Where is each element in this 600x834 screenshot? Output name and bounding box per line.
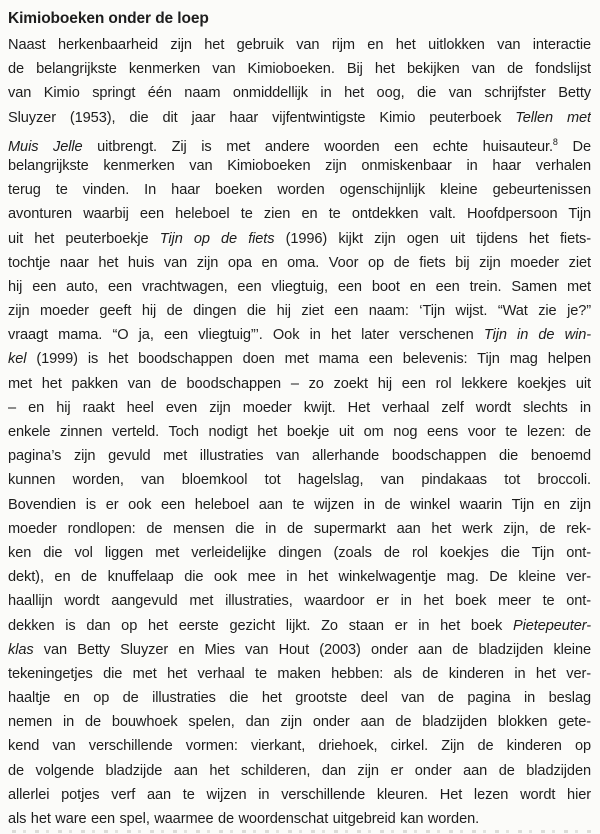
- text-line: de belangrijkste kenmerken van Kimioboeken. Bij het bekijken van de fondslijst: [8, 61, 591, 78]
- footnote-marker: 8: [552, 136, 558, 147]
- text-line: haaltje en op de illustraties die het grootste deel van de pagina in beslag: [8, 690, 591, 707]
- text-line: vraagt mama. “O ja, een vliegtuig”’. Ook in het later verschenen Tijn in de win-: [8, 327, 591, 344]
- text-line: tekeningetjes die met het verhaal te maken hebben: als de kinderen in het ver-: [8, 665, 591, 682]
- text-line: dekken is dan op het eerste gezicht lijkt. Zo staan er in het boek Pietepeuter-: [8, 617, 591, 634]
- text-line: pagina’s zijn gevuld met illustraties van allerhande boodschappen die benoemd: [8, 448, 591, 465]
- paragraph: [8, 33, 591, 831]
- page-title: Kimioboeken onder de loep: [8, 10, 209, 27]
- text-line: met het pakken van de boodschappen – zo zoekt hij een rol lekkere koekjes uit: [8, 375, 591, 392]
- text-line: van Kimio springt één naam onmiddellijk in het oog, die van schrijfster Betty: [8, 85, 591, 102]
- text-line: als het ware een spel, waarmee de woordenschat uitgebreid kan worden.: [8, 811, 480, 827]
- text-line: Bovendien is er ook een heleboel aan te wijzen in de winkel waarin Tijn en zijn: [8, 496, 591, 513]
- text-line: avonturen waarbij een heleboel te zien en te ontdekken valt. Hoofdpersoon Tijn: [8, 206, 591, 223]
- text-line: Naast herkenbaarheid zijn het gebruik van rijm en het uitlokken van interactie: [8, 37, 591, 53]
- text-line: klas van Betty Sluyzer en Mies van Hout (2003) onder aan de bladzijden kleine: [8, 641, 591, 658]
- text-line: ken die vol liggen met verleidelijke dingen (zoals de rol koekjes die Tijn ont-: [8, 544, 591, 561]
- text-line: de volgende bladzijde aan het schilderen, dan zijn er onder aan de bladzijden: [8, 762, 591, 779]
- text-line: allerlei potjes verf aan te wijzen in verschillende kleuren. Het lezen wordt hier: [8, 786, 591, 803]
- text-line: kel (1999) is het boodschappen doen met mama een belevenis: Tijn mag helpen: [8, 351, 591, 368]
- text-line: moeder rondlopen: de mensen die in de supermarkt aan het werk zijn, de rek-: [8, 520, 591, 537]
- text-line: Sluyzer (1953), die dit jaar haar vijfentwintigste Kimio peuterboek Tellen met: [8, 109, 591, 126]
- text-line: uit het peuterboekje Tijn op de fiets (1996) kijkt zijn ogen uit tijdens het fiets-: [8, 230, 591, 247]
- text-line: zijn moeder geeft hij de dingen die hij ziet een naam: ‘Tijn wijst. “Wat zie je?”: [8, 303, 591, 320]
- text-line: terug te vinden. In haar boeken worden ogenschijnlijk kleine gebeurtenissen: [8, 182, 591, 199]
- text-line: belangrijkste kenmerken van Kimioboeken zijn onmiskenbaar in haar verhalen: [8, 157, 591, 174]
- text-line: kend van verschillende vormen: vierkant, driehoek, cirkel. Zijn de kinderen op: [8, 738, 591, 755]
- text-line: dekt), en de knuffelaap die ook mee in het winkelwagentje mag. De kleine ver-: [8, 569, 591, 586]
- text-line: nemen in de bouwhoek spelen, dan zijn onder aan de bladzijden blokken gete-: [8, 714, 591, 731]
- text-line: – en hij raakt heel even zijn moeder kwijt. Het verhaal zelf wordt slechts in: [8, 399, 591, 416]
- text-line: hij een auto, een vrachtwagen, een vliegtuig, een boot en een trein. Samen met: [8, 278, 591, 295]
- text-line: tochtje naar het huis van zijn opa en oma. Voor op de fiets bij zijn moeder ziet: [8, 254, 591, 271]
- scan-artifact-row: [12, 830, 592, 833]
- text-line: kunnen worden, van bloemkool tot hagelslag, van pindakaas tot broccoli.: [8, 472, 591, 489]
- text-line: enkele zinnen verteld. Toch nodigt het boekje uit om nog eens voor te lezen: de: [8, 424, 591, 440]
- text-line: Muis Jelle uitbrengt. Zij is met andere woorden een echte huisauteur.$^8$ De: [8, 136, 591, 154]
- text-line: haallijn wordt aangevuld met illustraties, waardoor er in het boek meer te ont-: [8, 593, 591, 610]
